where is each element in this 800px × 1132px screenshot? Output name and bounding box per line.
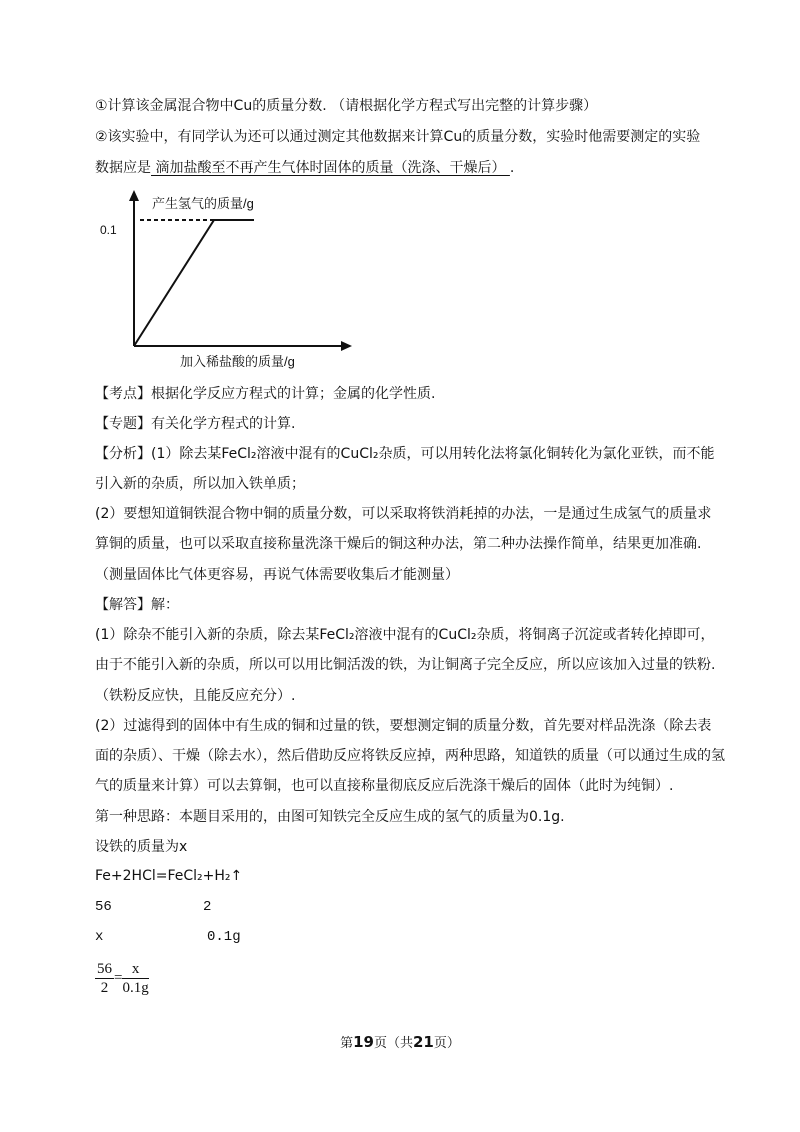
y-axis-label: 产生氢气的质量/g [152,196,254,211]
proportion-equation [95,960,149,997]
ratio-row-2-b: 0.1g [207,929,241,945]
footer-total-pages: 21 [413,1033,434,1051]
jieda-line-5: 面的杂质）、干燥（除去水），然后借助反应将铁反应掉，两种思路，知道铁的质量（可以通过生成的氢 [95,748,725,764]
fenxi-line-1: 【分析】(1）除去某FeCl₂溶液中混有的CuCl₂杂质，可以用转化法将氯化铜转化为氯化亚铁，而不能 [95,446,715,462]
fenxi-line-3: (2）要想知道铜铁混合物中铜的质量分数，可以采取将铁消耗掉的办法，一是通过生成氢气的质量求 [95,506,712,522]
ratio-row-1 [95,897,212,917]
jieda-line-4: (2）过滤得到的固体中有生成的铜和过量的铁，要想测定铜的质量分数，首先要对样品洗涤（除去表 [95,718,712,734]
jieda-line-2: 由于不能引入新的杂质，所以可以用比铜活泼的铁，为让铜离子完全反应，所以应该加入过量的铁粉. [95,657,716,673]
jieda-line-8: 设铁的质量为x [95,839,188,855]
footer-pre: 第 [340,1036,354,1051]
x-axis-label: 加入稀盐酸的质量/g [180,354,295,369]
answer-fill: 滴加盐酸至不再产生气体时固体的质量（洗涤、干燥后） [151,160,510,176]
answer-suffix: . [509,160,515,176]
jieda-heading: 【解答】解： [95,597,179,613]
kaodian-line: 【考点】根据化学反应方程式的计算；金属的化学性质. [95,386,436,402]
frac-right-denominator: 0.1g [122,980,149,996]
answer-prefix: 数据应是 [95,160,151,176]
footer-post: 页） [433,1036,460,1051]
page-footer [0,1032,800,1051]
question-line-1: ①计算该金属混合物中Cu的质量分数. （请根据化学方程式写出完整的计算步骤） [95,98,598,114]
footer-mid: 页（共 [373,1036,413,1051]
frac-left-numerator: 56 [97,961,112,977]
frac-right-numerator: x [122,960,148,979]
question-line-3 [95,158,514,178]
hydrogen-chart [100,186,360,372]
reaction-equation: Fe+2HCl=FeCl₂+H₂↑ [95,868,243,884]
jieda-line-6: 气的质量来计算）可以去算铜，也可以直接称量彻底反应后洗涤干燥后的固体（此时为纯铜）. [95,778,674,794]
y-axis-arrow [129,190,139,201]
ratio-row-2-a: x [95,929,104,945]
ratio-row-1-b: 2 [203,899,212,915]
frac-equals: = [114,970,123,986]
frac-left-denominator: 2 [100,980,109,996]
ratio-row-1-a: 56 [95,899,112,915]
x-axis-arrow [341,341,352,351]
y-tick-label: 0.1 [100,223,117,237]
jieda-line-1: (1）除杂不能引入新的杂质，除去某FeCl₂溶液中混有的CuCl₂杂质，将铜离子沉淀或者转化掉即可， [95,627,715,643]
question-line-2: ②该实验中，有同学认为还可以通过测定其他数据来计算Cu的质量分数，实验时他需要测定的实验 [95,129,701,145]
fenxi-line-4: 算铜的质量，也可以采取直接称量洗涤干燥后的铜这种办法，第二种办法操作简单，结果更加准确. [95,536,702,552]
fenxi-line-2: 引入新的杂质，所以加入铁单质； [95,476,305,492]
jieda-line-3: （铁粉反应快，且能反应充分）. [95,688,296,704]
hydrogen-series-line [134,220,254,346]
fenxi-line-5: （测量固体比气体更容易，再说气体需要收集后才能测量） [95,567,459,583]
jieda-line-7: 第一种思路：本题目采用的，由图可知铁完全反应生成的氢气的质量为0.1g. [95,809,565,825]
ratio-row-2 [95,927,241,947]
footer-page-number: 19 [353,1033,374,1051]
zhuanti-line: 【专题】有关化学方程式的计算. [95,416,296,432]
